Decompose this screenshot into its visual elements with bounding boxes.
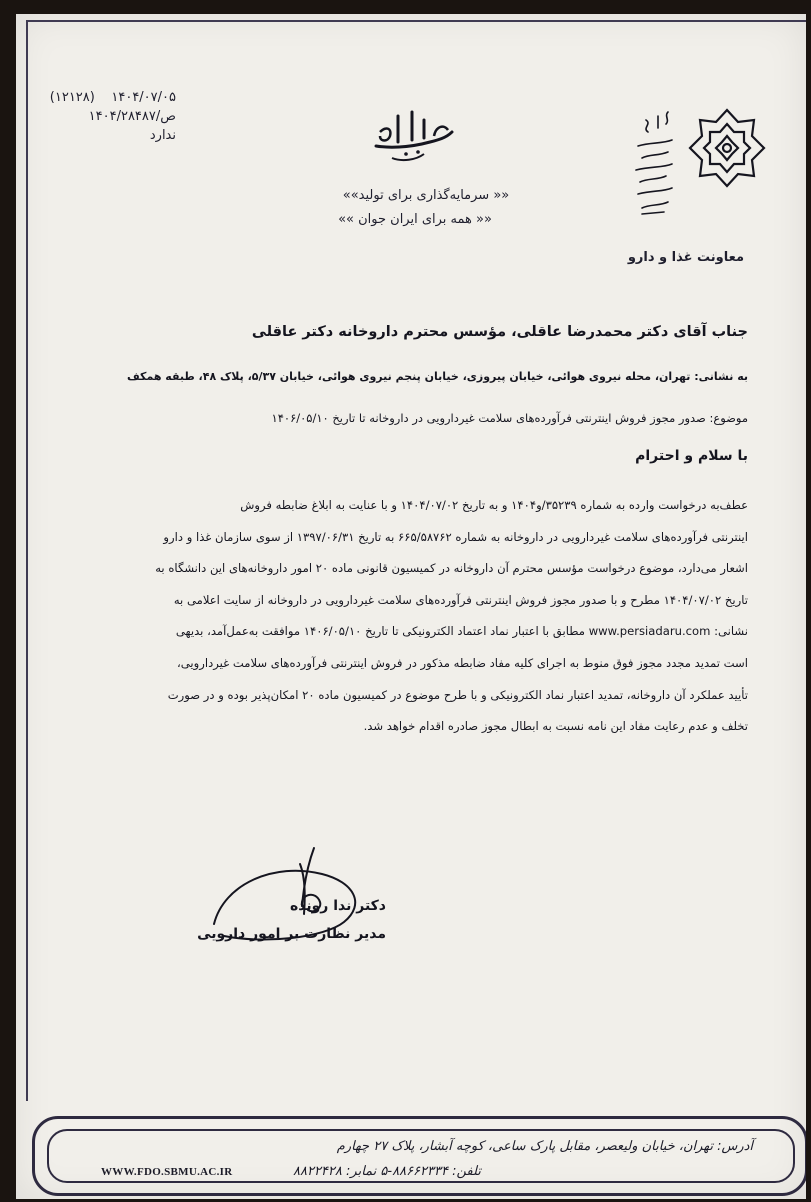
signer-title: مدیر نظارت بر امور دارویی — [197, 926, 386, 942]
recipient: جناب آقای دکتر محمدرضا عاقلی، مؤسس محترم داروخانه دکتر عاقلی — [251, 324, 748, 340]
department-name: معاونت غذا و دارو — [627, 250, 744, 265]
signer-name: دکتر ندا رونده — [289, 898, 386, 914]
university-logo-icon — [686, 106, 768, 192]
body-line: است تمدید مجدد مجوز فوق منوط به اجرای کلیه مفاد ضابطه مذکور در فروش اینترنتی فرآورده‌های سلامت غیردارویی، — [177, 655, 748, 670]
letter-attachment: ندارد — [149, 128, 176, 143]
letter-subject: موضوع: صدور مجوز فروش اینترنتی فرآورده‌های سلامت غیردارویی در داروخانه تا تاریخ ۱۴۰۶/۰۵/۱۰ — [271, 411, 748, 425]
signer-block — [196, 892, 386, 948]
footer-phone: تلفن: ۸۸۶۶۲۳۳۴-۵ نمابر: ۸۸۲۲۴۲۸ — [293, 1164, 481, 1179]
letter-date-row — [16, 88, 176, 107]
footer-address: آدرس: تهران، خیابان ولیعصر، مقابل پارک ساعی، کوچه آبشار، پلاک ۲۷ چهارم — [336, 1139, 753, 1154]
slogan-1: «« سرمایه‌گذاری برای تولید»» — [342, 188, 510, 203]
letter-page — [16, 14, 806, 1199]
body-line: اینترنتی فرآورده‌های سلامت غیردارویی در داروخانه به شماره ۶۶۵/۵۸۷۶۲ به تاریخ ۱۳۹۷/۰۶/۳۱ از سوی سازمان غذا و دارو — [163, 529, 748, 544]
letter-body — [78, 490, 748, 743]
letter-date-code: (۱۲۱۲۸) — [49, 90, 95, 105]
body-line: تخلف و عدم رعایت مفاد این نامه نسبت به ابطال مجوز صادره اقدام خواهد شد. — [363, 719, 748, 734]
basmala-calligraphy — [368, 102, 458, 166]
letter-meta — [16, 88, 176, 145]
greeting: با سلام و احترام — [635, 448, 748, 464]
slogans — [276, 184, 576, 232]
letter-number: ۱۴۰۴/ص/۲۸۴۸۷ — [88, 109, 176, 124]
footer-website: WWW.FDO.SBMU.AC.IR — [101, 1166, 233, 1178]
slogan-2: «« همه برای ایران جوان »» — [338, 212, 492, 227]
letterhead-footer — [32, 1116, 806, 1196]
body-line: عطف‌به درخواست وارده به شماره ۳۵۲۳۹/و۱۴۰۴ و به تاریخ ۱۴۰۴/۰۷/۰۲ و با عنایت به ابلاغ ضابطه فروش — [240, 498, 748, 512]
body-line: تأیید عملکرد آن داروخانه، تمدید اعتبار نماد الکترونیکی و با طرح موضوع در کمیسیون ماده ۲۰ امکان‌پذیر بوده و در صورت — [167, 687, 748, 702]
university-name-calligraphy — [628, 106, 678, 218]
body-line: اشعار می‌دارد، موضوع درخواست مؤسس محترم آن داروخانه در کمیسیون قانونی ماده ۲۰ امور داروخانه‌های این دانشگاه به — [155, 561, 748, 576]
recipient-address: به نشانی: تهران، محله نیروی هوائی، خیابان پیروزی، خیابان پنجم نیروی هوائی، خیابان ۵/۳۷، پلاک ۴۸، طبقه همکف — [126, 370, 748, 383]
letter-date: ۱۴۰۴/۰۷/۰۵ — [111, 90, 176, 105]
body-line: تاریخ ۱۴۰۴/۰۷/۰۲ مطرح و با صدور مجوز فروش اینترنتی فرآورده‌های سلامت غیردارویی در داروخانه از سایت اعلامی به — [173, 592, 748, 607]
body-line: نشانی: www.persiadaru.com مطابق با اعتبار نماد اعتماد الکترونیکی تا تاریخ ۱۴۰۶/۰۵/۱۰ موافقت به‌عمل‌آمد، بدیهی — [175, 624, 748, 639]
